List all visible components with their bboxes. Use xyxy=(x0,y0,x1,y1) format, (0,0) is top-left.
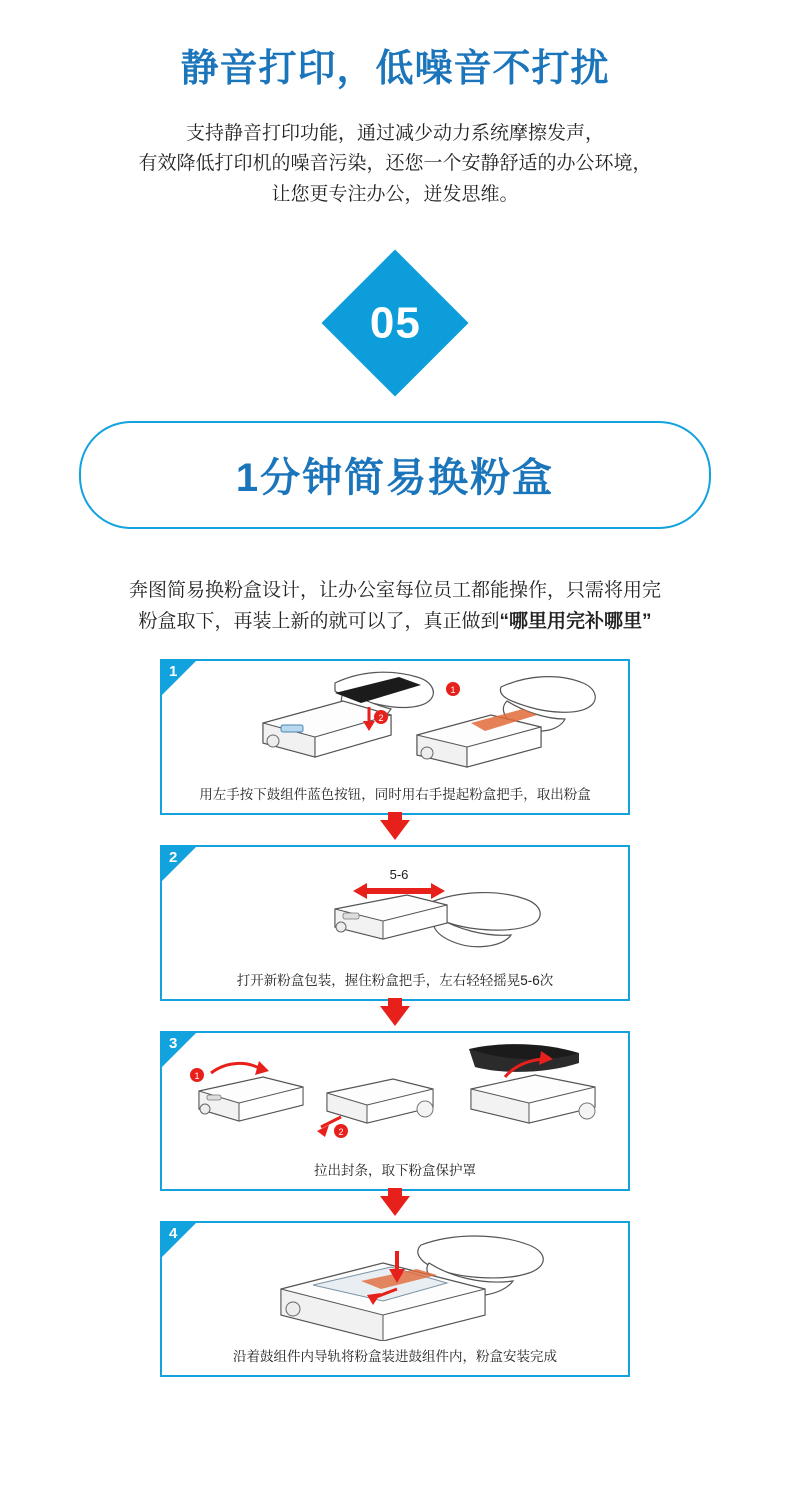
headline-pill xyxy=(79,421,711,529)
intro-paragraph xyxy=(0,575,790,638)
svg-text:1: 1 xyxy=(450,685,456,696)
step-card-3 xyxy=(160,1031,630,1191)
step-card-2 xyxy=(160,845,630,1001)
badge-number: 05 xyxy=(369,297,421,347)
steps-section xyxy=(160,659,630,1377)
step-caption-1: 用左手按下鼓组件蓝色按钮，同时用右手提起粉盒把手，取出粉盒 xyxy=(199,787,591,803)
step-caption-4: 沿着鼓组件内导轨将粉盒装进鼓组件内，粉盒安装完成 xyxy=(233,1349,557,1365)
intro-line-1: 奔图简易换粉盒设计，让办公室每位员工都能操作，只需将用完 xyxy=(128,579,661,601)
step-card-1 xyxy=(160,659,630,815)
step-arrow-2-3 xyxy=(160,1001,630,1031)
intro-line-2-strong: “哪里用完补哪里” xyxy=(499,611,652,633)
svg-text:2: 2 xyxy=(338,1127,344,1138)
silent-print-title: 静音打印，低噪音不打扰 xyxy=(180,48,610,91)
down-arrow-icon xyxy=(380,1006,410,1026)
svg-text:1: 1 xyxy=(194,1071,200,1082)
step-caption-3: 拉出封条，取下粉盒保护罩 xyxy=(314,1163,476,1179)
remove-seal-illustration xyxy=(175,1033,615,1155)
silent-print-description xyxy=(0,119,790,211)
down-arrow-icon xyxy=(380,1196,410,1216)
intro-line-2 xyxy=(0,606,790,637)
step-arrow-3-4 xyxy=(160,1191,630,1221)
step-number-3: 3 xyxy=(169,1035,178,1053)
silent-desc-line-2: 有效降低打印机的噪音污染，还您一个安静舒适的办公环境， xyxy=(138,153,652,175)
down-arrow-icon xyxy=(380,820,410,840)
step-number-4: 4 xyxy=(169,1225,178,1243)
step-card-4 xyxy=(160,1221,630,1377)
step-illustration-4 xyxy=(162,1223,628,1341)
shake-toner-illustration xyxy=(185,847,605,965)
headline-text: 1分钟简易换粉盒 xyxy=(235,456,555,501)
diamond-badge xyxy=(321,249,468,396)
intro-line-2-prefix: 粉盒取下，再装上新的就可以了，真正做到 xyxy=(138,611,500,633)
install-toner-illustration xyxy=(185,1223,605,1341)
section-number-badge xyxy=(0,271,790,375)
step-illustration-1 xyxy=(162,661,628,779)
svg-text:2: 2 xyxy=(378,713,384,724)
step-number-2: 2 xyxy=(169,849,178,867)
step-illustration-2 xyxy=(162,847,628,965)
step-caption-2: 打开新粉盒包装，握住粉盒把手，左右轻轻摇晃5-6次 xyxy=(236,973,554,989)
shake-count-label: 5-6 xyxy=(389,867,409,883)
toner-removal-illustration xyxy=(185,661,605,779)
silent-print-section xyxy=(0,0,790,211)
step-arrow-1-2 xyxy=(160,815,630,845)
silent-desc-line-1: 支持静音打印功能，通过减少动力系统摩擦发声， xyxy=(185,122,604,144)
step-number-1: 1 xyxy=(169,663,178,681)
step-illustration-3 xyxy=(162,1033,628,1155)
silent-desc-line-3: 让您更专注办公，迸发思维。 xyxy=(271,184,519,206)
headline-section xyxy=(0,421,790,529)
